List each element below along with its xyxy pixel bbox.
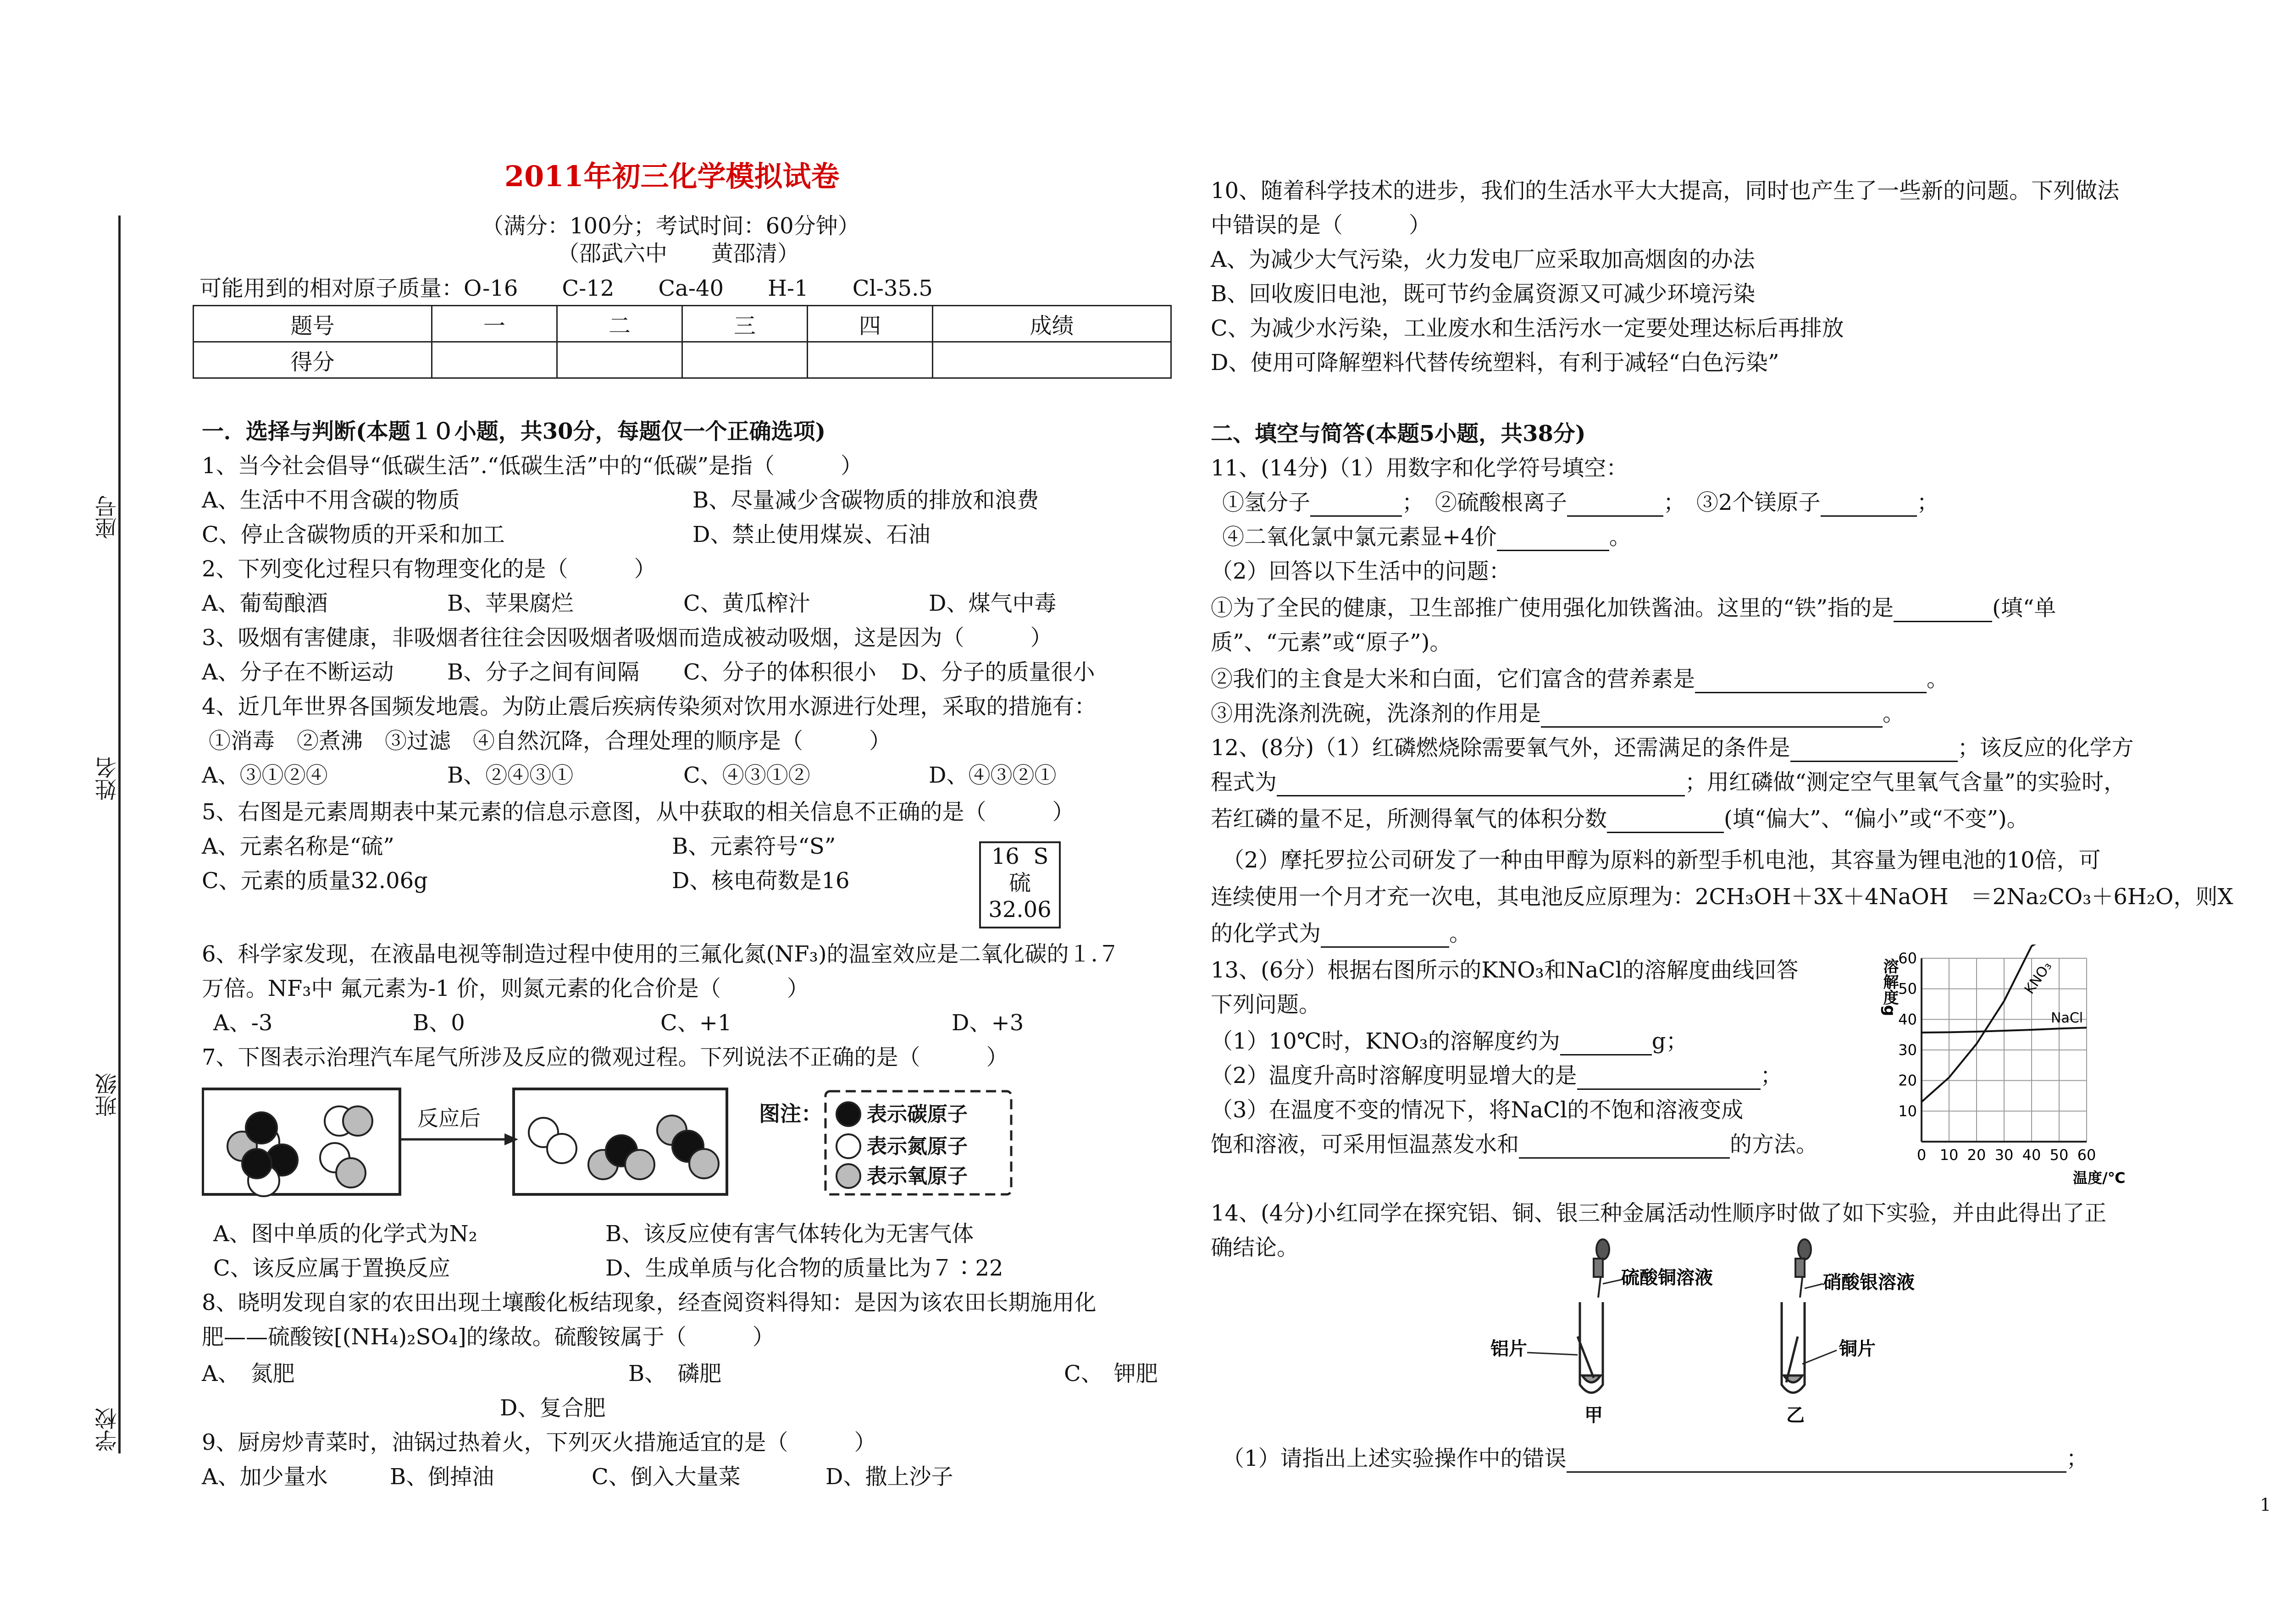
answer-blank[interactable] <box>1310 494 1402 517</box>
q12-experiment-text: ；用红磷做“测定空气里氧气含量”的实验时， <box>1685 769 2126 795</box>
sep: ； <box>1760 1063 1783 1088</box>
q13-part3: （3）在温度不变的情况下，将NaCl的不饱和溶液变成 <box>1211 1097 1744 1123</box>
q11-part2: （2）回答以下生活中的问题： <box>1211 558 1511 584</box>
right-solution-label: 硝酸银溶液 <box>1823 1272 1915 1293</box>
nitrogen-legend-icon <box>836 1134 860 1158</box>
q1-option-d: D、禁止使用煤炭、石油 <box>692 522 930 547</box>
q5-option-c: C、元素的质量32.06g <box>202 868 428 894</box>
q1-option-b: B、尽量减少含碳物质的排放和浪费 <box>692 487 1039 513</box>
section-2-title: 二、填空与简答(本题5小题，共38分) <box>1211 421 1586 447</box>
q12 <box>1211 734 2134 762</box>
q13-part1-text: （1）10℃时，KNO₃的溶解度约为 <box>1211 1028 1560 1054</box>
answer-blank[interactable] <box>1519 1136 1730 1159</box>
q9-option-b: B、倒掉油 <box>390 1464 494 1490</box>
q14-part1 <box>1222 1444 2088 1473</box>
q3-option-a: A、分子在不断运动 <box>202 659 394 685</box>
q12-volume-options: (填“偏大”、“偏小”或“不变”)。 <box>1724 806 2029 832</box>
score-cell <box>557 342 682 378</box>
q3: 3、吸烟有害健康，非吸烟者往往会因吸烟者吸烟而造成被动吸烟，这是因为（ ） <box>202 625 1052 651</box>
q7: 7、下图表示治理汽车尾气所涉及反应的微观过程。下列说法不正确的是（ ） <box>202 1044 1008 1070</box>
q13-part3-text: 饱和溶液，可采用恒温蒸发水和 <box>1211 1132 1519 1157</box>
q9: 9、厨房炒青菜时，油锅过热着火，下列灭火措施适宜的是（ ） <box>202 1430 876 1455</box>
score-header: 四 <box>807 306 932 342</box>
q8-option-a: A、 氮肥 <box>202 1361 295 1386</box>
q11-hydrogen-label: ①氢分子 <box>1222 490 1311 515</box>
name-label: 姓名 <box>95 757 121 801</box>
score-cell <box>807 342 932 378</box>
q12-volume-text: 若红磷的量不足，所测得氧气的体积分数 <box>1211 806 1607 832</box>
q11-nutrient-text: ②我们的主食是大米和白面，它们富含的营养素是 <box>1211 666 1695 692</box>
q14-cont: 确结论。 <box>1211 1235 1299 1260</box>
y-tick-label: 20 <box>1898 1072 1917 1089</box>
q1-option-c: C、停止含碳物质的开采和加工 <box>202 522 505 547</box>
chart-ticks <box>1898 950 2096 1164</box>
reaction-arrow-label: 反应后 <box>417 1106 481 1131</box>
q10: 10、随着科学技术的进步，我们的生活水平大大提高，同时也产生了一些新的问题。下列做法 <box>1211 178 2120 204</box>
score-header: 三 <box>682 306 807 342</box>
atomic-masses: 可能用到的相对原子质量：O-16 C-12 Ca-40 H-1 Cl-35.5 <box>199 276 933 301</box>
q12-part2: （2）摩托罗拉公司研发了一种由甲醇为原料的新型手机电池，其容量为锂电池的10倍，可 <box>1222 847 2101 873</box>
seat-label: 座号 <box>95 495 121 539</box>
q2-option-a: A、葡萄酿酒 <box>202 591 328 616</box>
q10-option-a: A、为减少大气污染，火力发电厂应采取加高烟囱的办法 <box>1211 247 1755 272</box>
test-tube-experiment <box>1481 1233 1949 1431</box>
q13-part1 <box>1211 1027 1688 1055</box>
answer-blank[interactable] <box>1821 494 1917 517</box>
legend-oxygen: 表示氧原子 <box>867 1165 968 1188</box>
q12-formula <box>1211 919 1471 948</box>
q11-line-1 <box>1222 488 1939 517</box>
y-tick-label: 50 <box>1898 980 1917 998</box>
left-metal-label: 铝片 <box>1490 1338 1527 1359</box>
q11-sep: ； <box>1916 490 1939 515</box>
q13-part2 <box>1211 1061 1783 1090</box>
q2-option-b: B、苹果腐烂 <box>447 591 574 616</box>
answer-blank[interactable] <box>1790 740 1958 762</box>
period: 。 <box>1449 921 1472 946</box>
oxygen-legend-icon <box>836 1164 860 1188</box>
q11-iron-cont: 质”、“元素”或“原子”)。 <box>1211 630 1452 655</box>
answer-blank[interactable] <box>1541 705 1883 728</box>
q12-equation <box>1211 768 2126 796</box>
legend-title: 图注： <box>759 1101 822 1126</box>
x-tick-label: 40 <box>2022 1146 2041 1164</box>
y-tick-label: 10 <box>1898 1102 1917 1120</box>
q4-option-d: D、④③②① <box>929 762 1057 788</box>
score-table-header-row <box>194 306 1171 342</box>
q1-option-a: A、生活中不用含碳的物质 <box>202 487 460 513</box>
q10-option-d: D、使用可降解塑料代替传统塑料，有利于减轻“白色污染” <box>1211 350 1779 376</box>
q11-detergent-text: ③用洗涤剂洗碗，洗涤剂的作用是 <box>1211 701 1541 726</box>
x-tick-label: 0 <box>1916 1146 1927 1164</box>
q3-option-c: C、分子的体积很小 <box>683 659 876 685</box>
q1: 1、当今社会倡导“低碳生活”.“低碳生活”中的“低碳”是指（ ） <box>202 453 863 479</box>
q4-option-c: C、④③①② <box>683 762 810 788</box>
q12-text: 12、(8分)（1）红磷燃烧除需要氧气外，还需满足的条件是 <box>1211 735 1790 761</box>
q13-cont: 下列问题。 <box>1211 992 1321 1017</box>
q6-option-a: A、-3 <box>213 1010 273 1036</box>
answer-blank[interactable] <box>1497 529 1609 551</box>
answer-blank[interactable] <box>1894 600 1992 622</box>
binding-line <box>118 215 121 1453</box>
carbon-atom <box>242 1149 271 1178</box>
q11-iron-options: (填“单 <box>1992 595 2056 621</box>
q3-option-b: B、分子之间有间隔 <box>447 659 640 685</box>
answer-blank[interactable] <box>1567 1450 2066 1473</box>
q14-part1-text: （1）请指出上述实验操作中的错误 <box>1222 1446 1567 1471</box>
left-solution-label: 硫酸铜溶液 <box>1621 1267 1713 1288</box>
q6: 6、科学家发现，在液晶电视等制造过程中使用的三氟化氮(NF₃)的温室效应是二氧化碳的１.７ <box>202 941 1120 967</box>
q8-cont: 肥——硫酸铵[(NH₄)₂SO₄]的缘故。硫酸铵属于（ ） <box>202 1324 775 1350</box>
q13-part3-cont <box>1211 1130 1818 1159</box>
answer-blank[interactable] <box>1560 1033 1652 1055</box>
period: 。 <box>1609 524 1631 550</box>
oxygen-atom <box>343 1106 372 1136</box>
score-cell <box>932 342 1171 378</box>
chart-ylabel: 溶解度g <box>1880 958 1899 1016</box>
element-name: 硫 <box>1008 870 1031 896</box>
q13-part2-text: （2）温度升高时溶解度明显增大的是 <box>1211 1063 1577 1088</box>
q6-option-c: C、+1 <box>660 1010 732 1036</box>
school-label: 学校 <box>95 1408 121 1452</box>
series-label-nacl: NaCl <box>2051 1010 2083 1026</box>
q2-option-d: D、煤气中毒 <box>929 591 1057 616</box>
q12-reaction: 连续使用一个月才充一次电，其电池反应原理为：2CH₃OH＋3X＋4NaOH ＝2Na₂CO₃＋6H₂O，则X <box>1211 884 2233 910</box>
q4-option-b: B、②④③① <box>447 762 574 788</box>
answer-blank[interactable] <box>1695 671 1927 693</box>
q14: 14、(4分)小红同学在探究铝、铜、银三种金属活动性顺序时做了如下实验，并由此得出了正 <box>1211 1200 2107 1226</box>
score-row-label: 得分 <box>194 342 432 378</box>
left-tube-label: 甲 <box>1584 1405 1603 1426</box>
x-tick-label: 50 <box>2049 1146 2069 1164</box>
answer-blank[interactable] <box>1321 925 1449 948</box>
score-header: 成绩 <box>932 306 1171 342</box>
q13: 13、(6分）根据右图所示的KNO₃和NaCl的溶解度曲线回答 <box>1211 957 1799 983</box>
page-title: 2011年初三化学模拟试卷 <box>504 160 840 193</box>
page-number: 1 <box>2260 1495 2271 1515</box>
y-tick-label: 60 <box>1898 950 1917 967</box>
carbon-atom <box>246 1112 277 1143</box>
q5-option-b: B、元素符号“S” <box>672 834 836 859</box>
q7-option-a: A、图中单质的化学式为N₂ <box>213 1221 477 1247</box>
q6-option-b: B、0 <box>413 1010 465 1036</box>
oxygen-atom <box>336 1158 366 1188</box>
x-tick-label: 60 <box>2077 1146 2096 1164</box>
right-dropper-icon <box>1795 1239 1811 1298</box>
q7-option-b: B、该反应使有害气体转化为无害气体 <box>605 1221 974 1247</box>
q12-text-2: ；该反应的化学方 <box>1957 735 2134 761</box>
class-label: 班级 <box>95 1073 121 1117</box>
answer-blank[interactable] <box>1577 1067 1761 1090</box>
y-tick-label: 30 <box>1898 1041 1917 1059</box>
score-header: 题号 <box>194 306 432 342</box>
q9-option-c: C、倒入大量菜 <box>592 1464 741 1490</box>
q8: 8、晓明发现自家的农田出现土壤酸化板结现象，经查阅资料得知：是因为该农田长期施用化 <box>202 1290 1097 1315</box>
legend-nitrogen: 表示氮原子 <box>867 1135 968 1158</box>
q12-equation-label: 程式为 <box>1211 769 1277 795</box>
q7-option-c: C、该反应属于置换反应 <box>213 1255 450 1281</box>
q4-option-a: A、③①②④ <box>202 762 328 788</box>
q11-nutrient <box>1211 665 1949 693</box>
reaction-diagram <box>202 1082 1027 1204</box>
q8-option-b: B、 磷肥 <box>628 1361 722 1386</box>
q11-magnesium-label: ； ③2个镁原子 <box>1663 490 1821 515</box>
chart-grid <box>1922 958 2087 1142</box>
q5-option-d: D、核电荷数是16 <box>672 868 850 894</box>
answer-blank[interactable] <box>1277 774 1685 796</box>
q5-option-a: A、元素名称是“硫” <box>202 834 394 859</box>
legend-carbon: 表示碳原子 <box>867 1103 968 1126</box>
q9-option-d: D、撒上沙子 <box>825 1464 953 1490</box>
y-tick-label: 40 <box>1898 1011 1917 1028</box>
solubility-chart <box>1871 940 2128 1188</box>
element-number: 16 <box>991 844 1019 869</box>
q2: 2、下列变化过程只有物理变化的是（ ） <box>202 556 656 582</box>
right-test-tube-icon <box>1782 1302 1805 1393</box>
section-1-title: 一．选择与判断(本题１０小题，共30分，每题仅一个正确选项) <box>202 419 826 444</box>
q11-line-2 <box>1222 523 1631 551</box>
q13-part3-end: 的方法。 <box>1730 1132 1818 1157</box>
q11: 11、(14分)（1）用数字和化学符号填空： <box>1211 455 1628 481</box>
q9-option-a: A、加少量水 <box>202 1464 328 1490</box>
q12-formula-text: 的化学式为 <box>1211 921 1321 946</box>
q11-iron <box>1211 594 2056 622</box>
q11-sulfate-label: ； ②硫酸根离子 <box>1402 490 1567 515</box>
oxygen-atom <box>689 1149 719 1178</box>
nitrogen-atom <box>547 1134 576 1163</box>
exam-info: （满分：100分；考试时间：60分钟） <box>482 213 860 239</box>
q11-chlorine-label: ④二氧化氯中氯元素显+4价 <box>1222 524 1497 550</box>
author-info: （邵武六中 黄邵清） <box>557 241 800 266</box>
q6-option-d: D、+3 <box>952 1010 1024 1036</box>
x-tick-label: 30 <box>1994 1146 2014 1164</box>
q3-option-d: D、分子的质量很小 <box>901 659 1095 685</box>
answer-blank[interactable] <box>1607 811 1724 833</box>
q7-option-d: D、生成单质与化合物的质量比为７∶22 <box>605 1255 1003 1281</box>
q8-option-c: C、 钾肥 <box>1064 1361 1158 1386</box>
period: 。 <box>1883 701 1905 726</box>
score-header: 一 <box>432 306 557 342</box>
left-test-tube-icon <box>1578 1302 1603 1393</box>
q6-cont: 万倍。NF₃中 氟元素为-1 价，则氮元素的化合价是（ ） <box>202 976 809 1001</box>
unit: g； <box>1651 1028 1688 1054</box>
q12-volume <box>1211 805 2029 833</box>
right-tube-label: 乙 <box>1786 1405 1805 1426</box>
q2-option-c: C、黄瓜榨汁 <box>683 591 810 616</box>
right-metal-label: 铜片 <box>1839 1338 1876 1359</box>
q11-detergent <box>1211 699 1905 728</box>
q10-option-b: B、回收废旧电池，既可节约金属资源又可减少环境污染 <box>1211 281 1756 307</box>
periodic-element-tile <box>979 841 1061 928</box>
series-label-kno3: KNO₃ <box>2021 958 2055 997</box>
left-dropper-icon <box>1594 1239 1609 1298</box>
q11-iron-text: ①为了全民的健康，卫生部推广使用强化加铁酱油。这里的“铁”指的是 <box>1211 595 1894 621</box>
q5: 5、右图是元素周期表中某元素的信息示意图，从中获取的相关信息不正确的是（ ） <box>202 799 1074 825</box>
element-symbol: S <box>1033 844 1049 869</box>
sep: ； <box>2066 1446 2088 1471</box>
score-cell <box>682 342 807 378</box>
element-mass: 32.06 <box>988 897 1052 922</box>
q8-option-d: D、复合肥 <box>500 1395 606 1421</box>
q10-option-c: C、为减少水污染，工业废水和生活污水一定要处理达标后再排放 <box>1211 315 1844 341</box>
score-table <box>193 305 1172 379</box>
carbon-legend-icon <box>836 1102 860 1126</box>
q4-steps: ①消毒 ②煮沸 ③过滤 ④自然沉降，合理处理的顺序是（ ） <box>209 728 892 754</box>
x-tick-label: 20 <box>1967 1146 1986 1164</box>
score-header: 二 <box>557 306 682 342</box>
q10-cont: 中错误的是（ ） <box>1211 212 1431 238</box>
score-table-row <box>194 342 1171 378</box>
q4: 4、近几年世界各国频发地震。为防止震后疾病传染须对饮用水源进行处理，采取的措施有： <box>202 694 1097 719</box>
chart-xlabel: 温度/℃ <box>2073 1169 2126 1187</box>
oxygen-atom <box>625 1150 654 1179</box>
answer-blank[interactable] <box>1567 494 1663 517</box>
x-tick-label: 10 <box>1939 1146 1959 1164</box>
score-cell <box>432 342 557 378</box>
period: 。 <box>1927 666 1949 692</box>
